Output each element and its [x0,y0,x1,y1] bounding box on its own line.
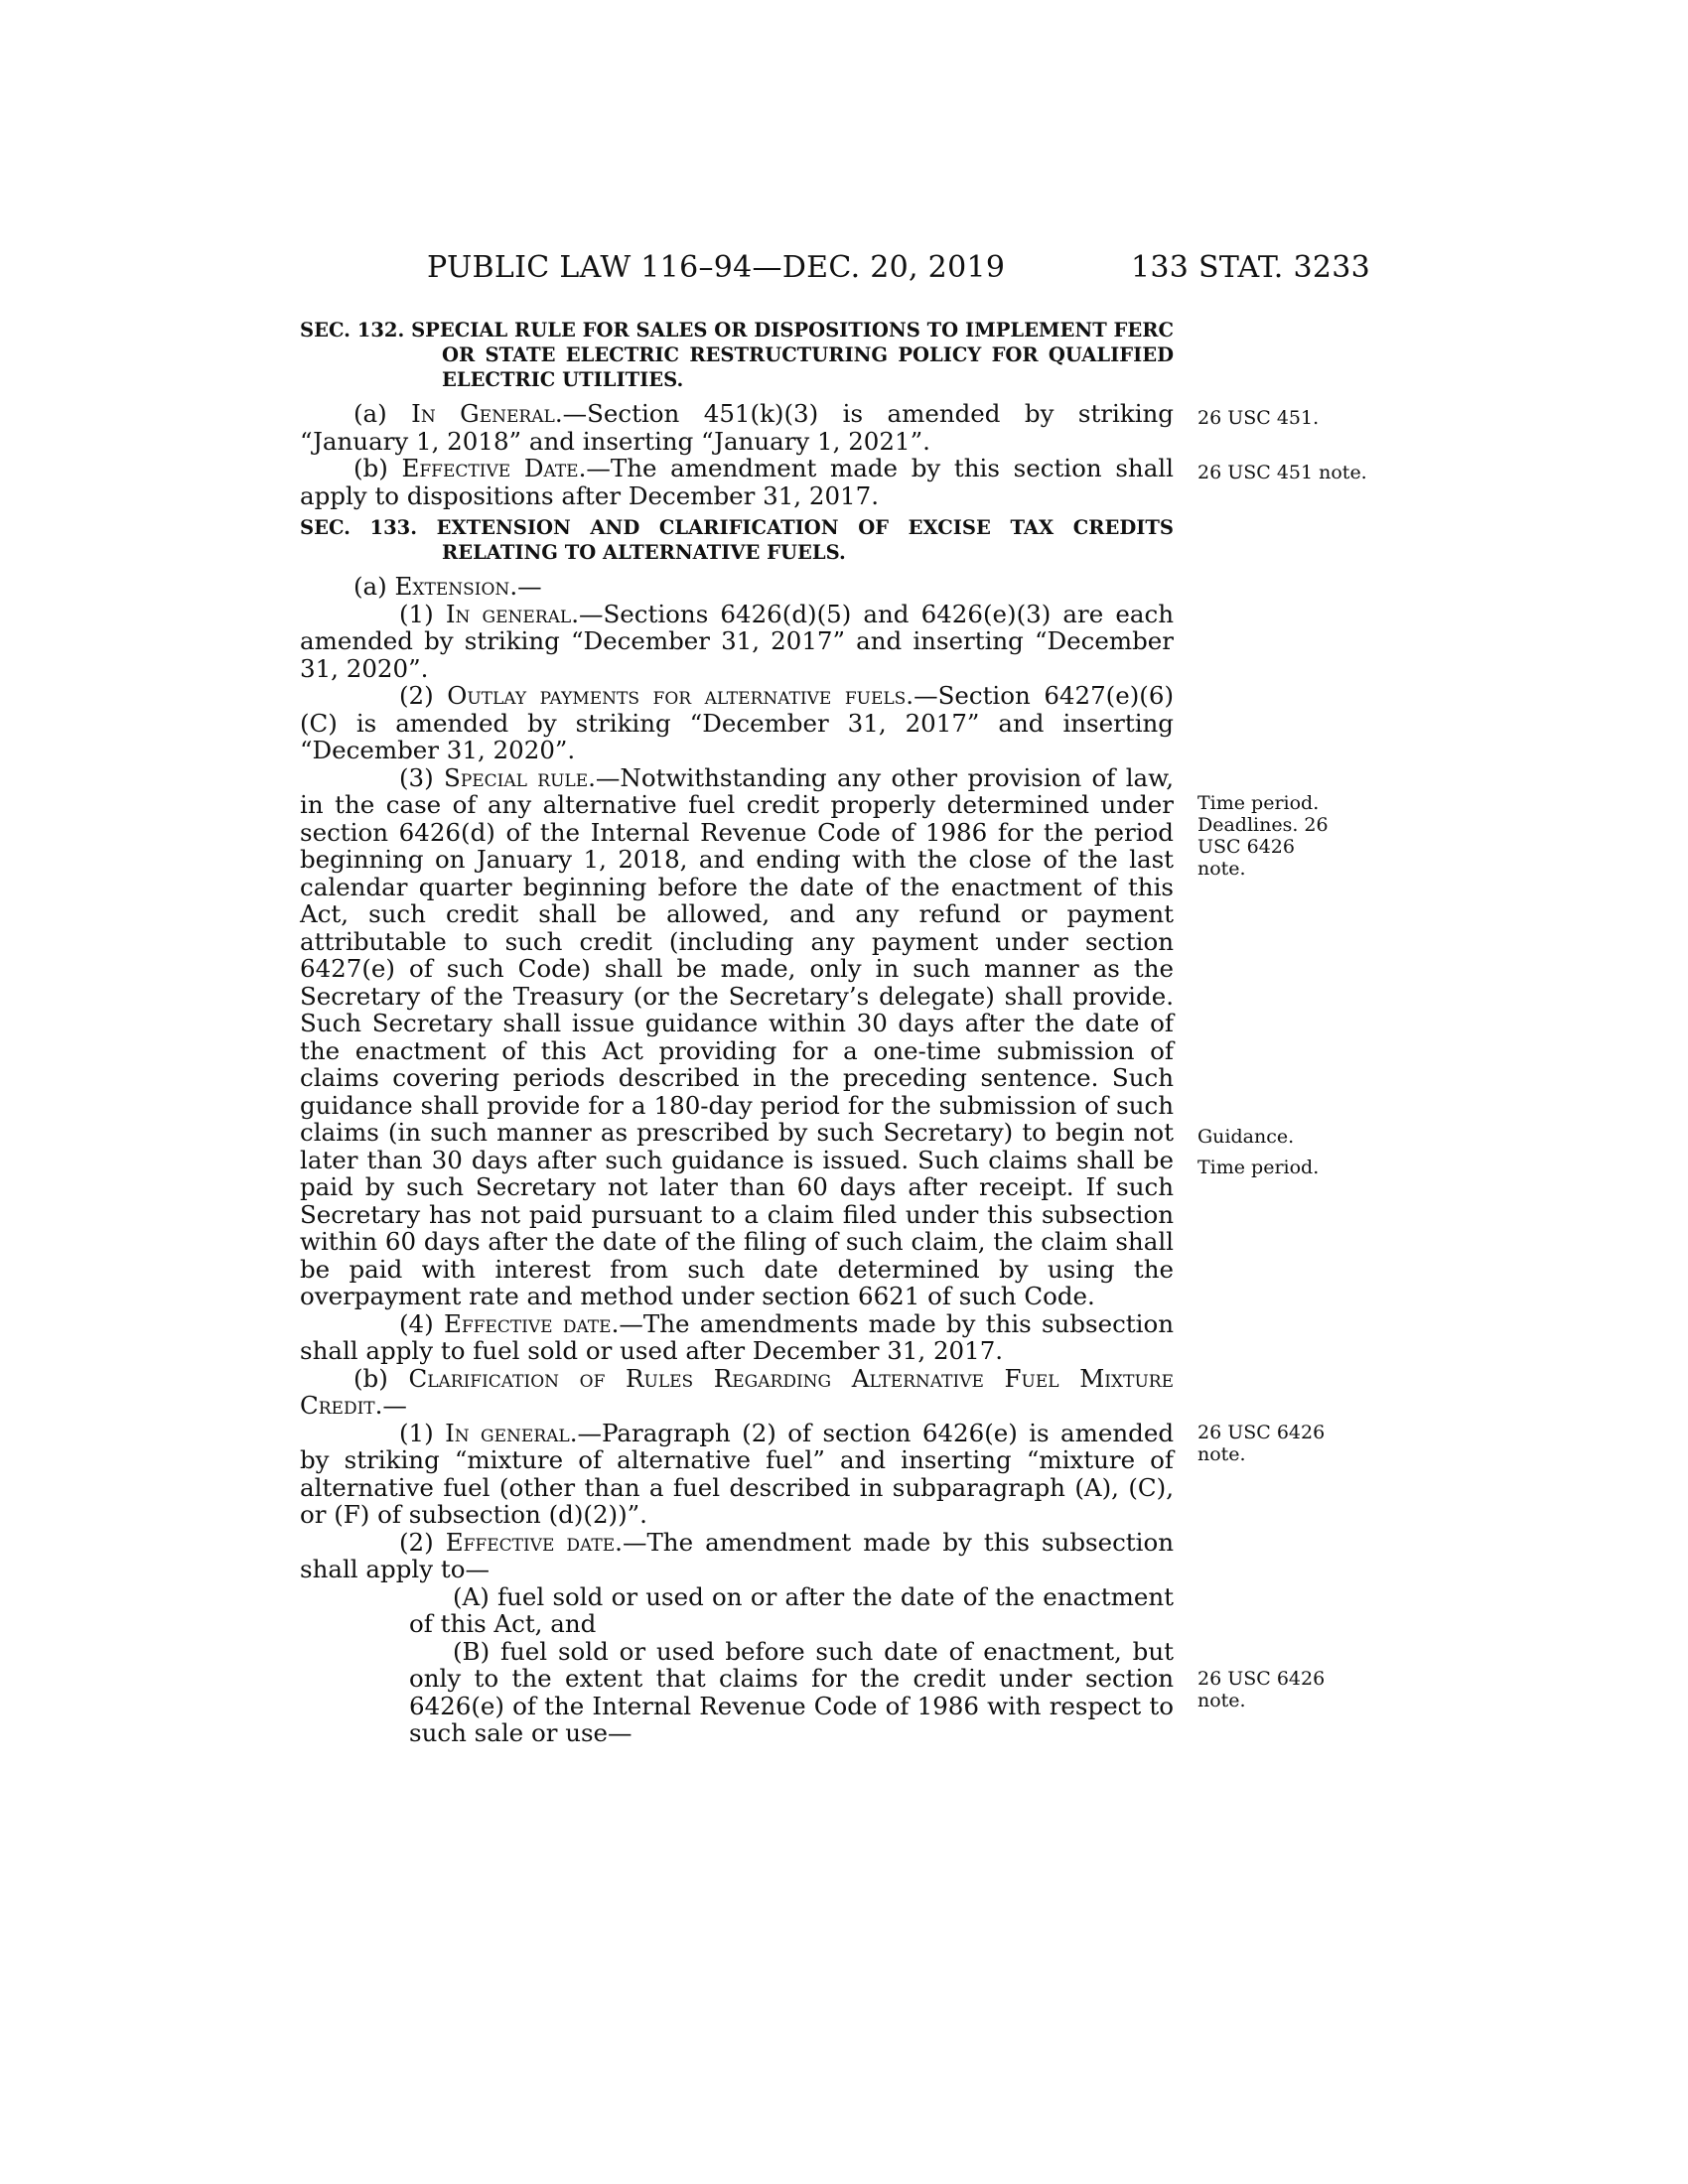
sec133-b-heading: Clarification of Rules Regarding Alternative Fuel Mixture Credit [300,1363,1174,1420]
running-head: PUBLIC LAW 116–94—DEC. 20, 2019 [427,250,1006,285]
page-header [427,250,1370,290]
sec133-a-paragraph-2 [300,682,1174,764]
margin-note-time-period: Time period. [1197,1157,1320,1178]
sec133-b2-subparagraph-B: (B) fuel sold or used before such date of enactment, but only to the extent that claims for the credit under section 6426(e) of the Internal Revenue Code of 1986 with respect to such sale or use— [409,1636,1174,1747]
sec133-b-paragraph-1 [300,1420,1174,1529]
sec133-a2-heading: Outlay payments for alternative fuels [447,681,907,710]
sec133-a2-text: .—Section 6427(e)(6)(C) is amended by striking “December 31, 2017” and inserting “December 31, 2020”. [300,681,1175,764]
margin-note-26usc6426-note-2: 26 USC 6426 note. [1197,1668,1326,1711]
margin-note-26usc6426-note-1: 26 USC 6426 note. [1197,1422,1326,1465]
sec132-b-heading: Effective Date [401,454,579,482]
margin-note-time-period-deadlines: Time period. Deadlines. 26 USC 6426 note. [1197,792,1329,880]
sec133-a-paragraph-3 [300,764,1174,1310]
body-text [300,318,1174,1747]
sec133-b2-label: (2) [399,1527,446,1557]
sec133-b-paragraph-2 [300,1529,1174,1583]
sec133-a-heading: Extension [394,572,510,601]
stat-page-number: 133 STAT. 3233 [1131,250,1370,285]
sec133-b-label: (b) [353,1363,409,1393]
sec133-a1-label: (1) [399,599,446,628]
sec133-b2-text: .—The amendment made by this subsection shall apply to— [300,1527,1175,1583]
sec133-a4-heading: Effective date [443,1308,612,1338]
sec132-subsection-a [300,400,1174,455]
sec133-b2-heading: Effective date [445,1527,616,1557]
sec132-b-text: .—The amendment made by this section shall apply to dispositions after December 31, 2017. [300,454,1174,510]
sec133-a2-label: (2) [399,681,448,710]
section-132-heading: SEC. 132. SPECIAL RULE FOR SALES OR DISPOSITIONS TO IMPLEMENT FERC OR STATE ELECTRIC RESTRUCTURING POLICY FOR QUALIFIED ELECTRIC UTILITIES. [300,319,1174,391]
sec133-a-paragraph-1 [300,601,1174,683]
margin-note-26usc451: 26 USC 451. [1197,407,1320,429]
sec133-subsection-b [300,1365,1174,1420]
sec133-subsection-a [300,573,1174,601]
sec133-a4-label: (4) [399,1308,444,1338]
section-133-heading: SEC. 133. EXTENSION AND CLARIFICATION OF EXCISE TAX CREDITS RELATING TO ALTERNATIVE FUELS. [300,516,1174,564]
sec133-a4-text: .—The amendments made by this subsection shall apply to fuel sold or used after December 31, 2017. [300,1308,1174,1365]
sec132-a-label: (a) [353,399,412,428]
sec132-a-heading: In General [411,399,555,428]
sec133-b1-heading: In general [445,1418,570,1447]
sec133-b-dash: .— [374,1391,407,1420]
sec133-b1-text: .—Paragraph (2) of section 6426(e) is amended by striking “mixture of alternative fuel” and inserting “mixture of alternative fuel (other than a fuel described in subparagraph (A), (C), or (F) of subsection (d)(2))”. [300,1418,1174,1529]
sec133-b1-label: (1) [399,1418,446,1447]
sec133-b2-subparagraph-A: (A) fuel sold or used on or after the date of the enactment of this Act, and [409,1581,1174,1638]
sec133-a3-label: (3) [399,762,445,792]
sec132-b-label: (b) [353,454,402,482]
sec133-a-paragraph-4 [300,1310,1174,1365]
margin-note-guidance: Guidance. [1197,1126,1295,1148]
sec133-a3-heading: Special rule [444,762,589,792]
sec132-subsection-b [300,455,1174,509]
margin-note-26usc451-note: 26 USC 451 note. [1197,462,1367,483]
sec133-a3-text: .—Notwithstanding any other provision of law, in the case of any alternative fuel credit properly determined under section 6426(d) of the Internal Revenue Code of 1986 for the period beginning on January 1, 2018, and ending with the close of the last calendar quarter beginning before the date of the enactment of this Act, such credit shall be allowed, and any refund or payment attributable to such credit (including any payment under section 6427(e) of such Code) shall be made, only in such manner as the Secretary of the Treasury (or the Secretary’s delegate) shall provide. Such Secretary shall issue guidance within 30 days after the date of the enactment of this Act providing for a one-time submission of claims covering periods described in the preceding sentence. Such guidance shall provide for a 180-day period for the submission of such claims (in such manner as prescribed by such Secretary) to begin not later than 30 days after such guidance is issued. Such claims shall be paid by such Secretary not later than 60 days after receipt. If such Secretary has not paid pursuant to a claim filed under this subsection within 60 days after the date of the filing of such claim, the claim shall be paid with interest from such date determined by using the overpayment rate and method under section 6621 of such Code. [300,762,1174,1310]
sec133-a1-heading: In general [445,599,572,628]
sec133-a-label: (a) [353,572,395,601]
sec133-a-dash: .— [509,572,542,601]
sec132-a-text: .—Section 451(k)(3) is amended by striking “January 1, 2018” and inserting “January 1, 2021”. [300,399,1174,456]
sec133-a1-text: .—Sections 6426(d)(5) and 6426(e)(3) are each amended by striking “December 31, 2017” and inserting “December 31, 2020”. [300,599,1174,683]
